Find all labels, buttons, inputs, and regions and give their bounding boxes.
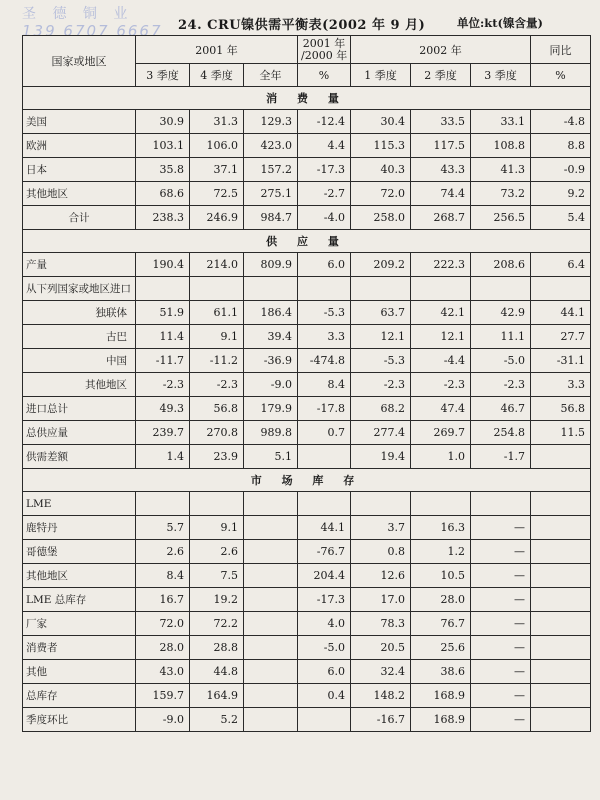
table-cell: 42.1 — [411, 301, 471, 325]
header-ratio-line2: /2000 年 — [301, 48, 348, 62]
table-cell: 72.5 — [190, 182, 244, 206]
table-row — [23, 277, 591, 301]
table-cell: 246.9 — [190, 206, 244, 230]
header-pct2: % — [531, 64, 591, 87]
watermark-line2: 139 6707 6667 — [22, 22, 163, 40]
table-cell — [531, 277, 591, 301]
section-title: 供 应 量 — [23, 230, 591, 253]
table-cell: — — [471, 540, 531, 564]
row-label: 古巴 — [23, 325, 136, 349]
table-cell: 238.3 — [136, 206, 190, 230]
table-cell: — — [471, 708, 531, 732]
table-cell: -11.7 — [136, 349, 190, 373]
table-cell: 275.1 — [244, 182, 298, 206]
table-cell: 5.4 — [531, 206, 591, 230]
table-cell: 190.4 — [136, 253, 190, 277]
table-cell — [298, 492, 351, 516]
table-cell: 32.4 — [351, 660, 411, 684]
table-cell: 28.0 — [136, 636, 190, 660]
table-cell: — — [471, 612, 531, 636]
section-title: 市 场 库 存 — [23, 469, 591, 492]
header-yoy: 同比 — [531, 36, 591, 64]
table-cell: 8.8 — [531, 134, 591, 158]
table-cell: -17.8 — [298, 397, 351, 421]
table-cell — [298, 277, 351, 301]
table-cell: 106.0 — [190, 134, 244, 158]
table-cell: 68.2 — [351, 397, 411, 421]
table-cell: — — [471, 588, 531, 612]
table-cell: 39.4 — [244, 325, 298, 349]
table-cell: 40.3 — [351, 158, 411, 182]
table-cell: -12.4 — [298, 110, 351, 134]
table-cell: 214.0 — [190, 253, 244, 277]
table-cell: 1.2 — [411, 540, 471, 564]
table-row — [23, 134, 591, 158]
section-title: 消 费 量 — [23, 87, 591, 110]
table-cell: 28.0 — [411, 588, 471, 612]
table-cell: -4.0 — [298, 206, 351, 230]
table-cell: -16.7 — [351, 708, 411, 732]
table-row — [23, 540, 591, 564]
table-cell — [351, 492, 411, 516]
table-cell — [190, 492, 244, 516]
section-row — [23, 230, 591, 253]
table-row — [23, 158, 591, 182]
table-cell — [244, 684, 298, 708]
table-cell: -5.0 — [298, 636, 351, 660]
table-cell — [531, 516, 591, 540]
table-cell: -2.3 — [471, 373, 531, 397]
table-cell: 5.1 — [244, 445, 298, 469]
table-cell: 0.8 — [351, 540, 411, 564]
table-cell: 56.8 — [190, 397, 244, 421]
table-cell — [531, 636, 591, 660]
table-row — [23, 684, 591, 708]
table-cell: 5.7 — [136, 516, 190, 540]
table-cell: 103.1 — [136, 134, 190, 158]
row-label: 日本 — [23, 158, 136, 182]
table-cell: 8.4 — [136, 564, 190, 588]
header-2002: 2002 年 — [351, 36, 531, 64]
table-row — [23, 301, 591, 325]
table-cell: 72.2 — [190, 612, 244, 636]
table-cell: 423.0 — [244, 134, 298, 158]
table-cell — [531, 612, 591, 636]
table-cell: 129.3 — [244, 110, 298, 134]
table-cell: 44.1 — [298, 516, 351, 540]
table-cell: 16.3 — [411, 516, 471, 540]
table-cell: 277.4 — [351, 421, 411, 445]
table-cell: 115.3 — [351, 134, 411, 158]
table-row — [23, 612, 591, 636]
table-cell — [531, 708, 591, 732]
unit-label: 单位:kt(镍含量) — [457, 16, 543, 30]
table-cell: 42.9 — [471, 301, 531, 325]
table-cell: 44.8 — [190, 660, 244, 684]
table-cell: 7.5 — [190, 564, 244, 588]
table-cell: — — [471, 660, 531, 684]
table-cell: 148.2 — [351, 684, 411, 708]
table-cell: 35.8 — [136, 158, 190, 182]
table-cell: 6.4 — [531, 253, 591, 277]
table-cell: — — [471, 636, 531, 660]
table-cell — [244, 540, 298, 564]
row-label: 鹿特丹 — [23, 516, 136, 540]
row-label: 产量 — [23, 253, 136, 277]
table-row — [23, 660, 591, 684]
table-cell: 41.3 — [471, 158, 531, 182]
table-cell — [471, 277, 531, 301]
header-pct: % — [298, 64, 351, 87]
table-cell: 12.1 — [351, 325, 411, 349]
table-cell: -5.3 — [351, 349, 411, 373]
table-row — [23, 516, 591, 540]
row-label: 独联体 — [23, 301, 136, 325]
table-cell: 72.0 — [351, 182, 411, 206]
row-label: 其他地区 — [23, 564, 136, 588]
table-cell: 4.4 — [298, 134, 351, 158]
table-cell: -4.8 — [531, 110, 591, 134]
table-cell: 258.0 — [351, 206, 411, 230]
section-row — [23, 469, 591, 492]
table-cell — [244, 660, 298, 684]
table-cell: 269.7 — [411, 421, 471, 445]
table-cell: 16.7 — [136, 588, 190, 612]
table-cell: 61.1 — [190, 301, 244, 325]
header-q2-2002: 2 季度 — [411, 64, 471, 87]
table-row — [23, 564, 591, 588]
table-cell: 168.9 — [411, 684, 471, 708]
table-cell: 270.8 — [190, 421, 244, 445]
table-title: 24. CRU镍供需平衡表(2002 年 9 月) — [178, 18, 426, 33]
table-cell: 43.3 — [411, 158, 471, 182]
table-cell: 9.1 — [190, 516, 244, 540]
row-label: 欧洲 — [23, 134, 136, 158]
table-cell: 25.6 — [411, 636, 471, 660]
table-cell: 19.2 — [190, 588, 244, 612]
row-label: 其他地区 — [23, 182, 136, 206]
table-cell: 31.3 — [190, 110, 244, 134]
table-cell: 11.5 — [531, 421, 591, 445]
table-cell: 164.9 — [190, 684, 244, 708]
table-cell: 256.5 — [471, 206, 531, 230]
table-cell — [244, 516, 298, 540]
table-cell — [471, 492, 531, 516]
row-label: LME 总库存 — [23, 588, 136, 612]
table-cell: -76.7 — [298, 540, 351, 564]
table-cell — [298, 708, 351, 732]
table-cell: -2.3 — [190, 373, 244, 397]
table-cell — [244, 708, 298, 732]
row-label: 进口总计 — [23, 397, 136, 421]
table-row — [23, 445, 591, 469]
table-cell — [531, 492, 591, 516]
table-cell: 44.1 — [531, 301, 591, 325]
table-cell: -2.3 — [136, 373, 190, 397]
table-cell: 157.2 — [244, 158, 298, 182]
table-cell: 19.4 — [351, 445, 411, 469]
table-cell: 37.1 — [190, 158, 244, 182]
header-full-year: 全年 — [244, 64, 298, 87]
table-cell: — — [471, 684, 531, 708]
table-cell: 68.6 — [136, 182, 190, 206]
table-cell: -2.3 — [411, 373, 471, 397]
table-cell — [244, 636, 298, 660]
table-cell: 43.0 — [136, 660, 190, 684]
table-row — [23, 349, 591, 373]
row-label: 中国 — [23, 349, 136, 373]
table-cell: -2.7 — [298, 182, 351, 206]
table-cell: 27.7 — [531, 325, 591, 349]
table-cell: 3.7 — [351, 516, 411, 540]
table-cell: 179.9 — [244, 397, 298, 421]
table-cell: -4.4 — [411, 349, 471, 373]
table-cell: 63.7 — [351, 301, 411, 325]
table-cell: 204.4 — [298, 564, 351, 588]
table-cell: 117.5 — [411, 134, 471, 158]
row-label: 厂家 — [23, 612, 136, 636]
table-row — [23, 588, 591, 612]
table-cell: -0.9 — [531, 158, 591, 182]
table-cell: 17.0 — [351, 588, 411, 612]
table-cell: -31.1 — [531, 349, 591, 373]
table-cell — [136, 492, 190, 516]
table-cell: 78.3 — [351, 612, 411, 636]
table-cell: 28.8 — [190, 636, 244, 660]
table-row — [23, 492, 591, 516]
table-cell: 23.9 — [190, 445, 244, 469]
table-cell: — — [471, 516, 531, 540]
table-cell: 2.6 — [136, 540, 190, 564]
table-cell — [244, 612, 298, 636]
header-q3-2002: 3 季度 — [471, 64, 531, 87]
header-ratio — [298, 36, 351, 64]
table-cell: 108.8 — [471, 134, 531, 158]
table-cell: -36.9 — [244, 349, 298, 373]
table-cell: 186.4 — [244, 301, 298, 325]
table-cell: 11.1 — [471, 325, 531, 349]
table-cell: -17.3 — [298, 588, 351, 612]
table-cell: -9.0 — [244, 373, 298, 397]
table-cell: 222.3 — [411, 253, 471, 277]
table-cell: 72.0 — [136, 612, 190, 636]
table-cell — [244, 492, 298, 516]
table-cell: 1.0 — [411, 445, 471, 469]
table-cell: 1.4 — [136, 445, 190, 469]
table-cell: 51.9 — [136, 301, 190, 325]
header-2001: 2001 年 — [136, 36, 298, 64]
table-cell — [531, 588, 591, 612]
table-cell — [244, 277, 298, 301]
table-cell: 11.4 — [136, 325, 190, 349]
table-row — [23, 110, 591, 134]
table-cell: 20.5 — [351, 636, 411, 660]
table-cell: 6.0 — [298, 253, 351, 277]
header-q3-2001: 3 季度 — [136, 64, 190, 87]
table-cell: -17.3 — [298, 158, 351, 182]
header-ratio-line1: 2001 年 — [302, 36, 346, 50]
table-cell: 10.5 — [411, 564, 471, 588]
row-label: 哥德堡 — [23, 540, 136, 564]
table-cell — [190, 277, 244, 301]
table-cell: -5.3 — [298, 301, 351, 325]
table-row — [23, 253, 591, 277]
table-row — [23, 206, 591, 230]
table-cell — [298, 445, 351, 469]
table-cell: 239.7 — [136, 421, 190, 445]
table-cell: 56.8 — [531, 397, 591, 421]
row-label: 其他 — [23, 660, 136, 684]
row-label: 从下列国家或地区进口 — [23, 277, 136, 301]
table-cell: 6.0 — [298, 660, 351, 684]
table-cell: 809.9 — [244, 253, 298, 277]
header-region: 国家或地区 — [23, 36, 136, 87]
table-cell: 208.6 — [471, 253, 531, 277]
table-cell: 984.7 — [244, 206, 298, 230]
table-cell — [351, 277, 411, 301]
table-row — [23, 182, 591, 206]
table-cell: 159.7 — [136, 684, 190, 708]
table-cell: -2.3 — [351, 373, 411, 397]
watermark-line1: 圣 德 铜 业 — [22, 6, 134, 22]
table-cell: 30.9 — [136, 110, 190, 134]
table-cell: 49.3 — [136, 397, 190, 421]
table-cell: — — [471, 564, 531, 588]
table-cell: 47.4 — [411, 397, 471, 421]
table-cell: 12.1 — [411, 325, 471, 349]
table-cell: -11.2 — [190, 349, 244, 373]
table-cell: -5.0 — [471, 349, 531, 373]
table-cell: 9.1 — [190, 325, 244, 349]
table-cell: -1.7 — [471, 445, 531, 469]
header-q1-2002: 1 季度 — [351, 64, 411, 87]
table-cell: 989.8 — [244, 421, 298, 445]
row-label: 合计 — [23, 206, 136, 230]
table-cell — [531, 684, 591, 708]
table-cell: 0.7 — [298, 421, 351, 445]
table-row — [23, 397, 591, 421]
table-cell: 0.4 — [298, 684, 351, 708]
table-row — [23, 373, 591, 397]
table-cell: 3.3 — [298, 325, 351, 349]
row-label: LME — [23, 492, 136, 516]
row-label: 供需差额 — [23, 445, 136, 469]
table-cell: 38.6 — [411, 660, 471, 684]
row-label: 季度环比 — [23, 708, 136, 732]
table-cell: 2.6 — [190, 540, 244, 564]
table-row — [23, 325, 591, 349]
table-cell — [531, 540, 591, 564]
table-cell — [244, 588, 298, 612]
table-row — [23, 421, 591, 445]
table-cell — [411, 277, 471, 301]
row-label: 消费者 — [23, 636, 136, 660]
table-cell: 9.2 — [531, 182, 591, 206]
table-cell: 46.7 — [471, 397, 531, 421]
table-cell: 268.7 — [411, 206, 471, 230]
table-cell: 209.2 — [351, 253, 411, 277]
table-cell: 4.0 — [298, 612, 351, 636]
table-cell: 3.3 — [531, 373, 591, 397]
table-cell: -9.0 — [136, 708, 190, 732]
table-body — [23, 87, 591, 732]
table-cell: 73.2 — [471, 182, 531, 206]
table-cell: 254.8 — [471, 421, 531, 445]
balance-table — [22, 35, 591, 732]
table-cell — [136, 277, 190, 301]
table-cell: 5.2 — [190, 708, 244, 732]
table-cell: 12.6 — [351, 564, 411, 588]
row-label: 其他地区 — [23, 373, 136, 397]
table-cell: 168.9 — [411, 708, 471, 732]
table-cell — [531, 564, 591, 588]
table-cell: 74.4 — [411, 182, 471, 206]
table-cell — [244, 564, 298, 588]
table-row — [23, 636, 591, 660]
table-cell: 33.5 — [411, 110, 471, 134]
section-row — [23, 87, 591, 110]
table-cell — [531, 445, 591, 469]
row-label: 美国 — [23, 110, 136, 134]
row-label: 总供应量 — [23, 421, 136, 445]
table-cell: 33.1 — [471, 110, 531, 134]
table-cell: 8.4 — [298, 373, 351, 397]
header-q4-2001: 4 季度 — [190, 64, 244, 87]
table-cell — [531, 660, 591, 684]
table-cell: -474.8 — [298, 349, 351, 373]
row-label: 总库存 — [23, 684, 136, 708]
table-row — [23, 708, 591, 732]
table-cell: 30.4 — [351, 110, 411, 134]
table-cell — [411, 492, 471, 516]
table-cell: 76.7 — [411, 612, 471, 636]
